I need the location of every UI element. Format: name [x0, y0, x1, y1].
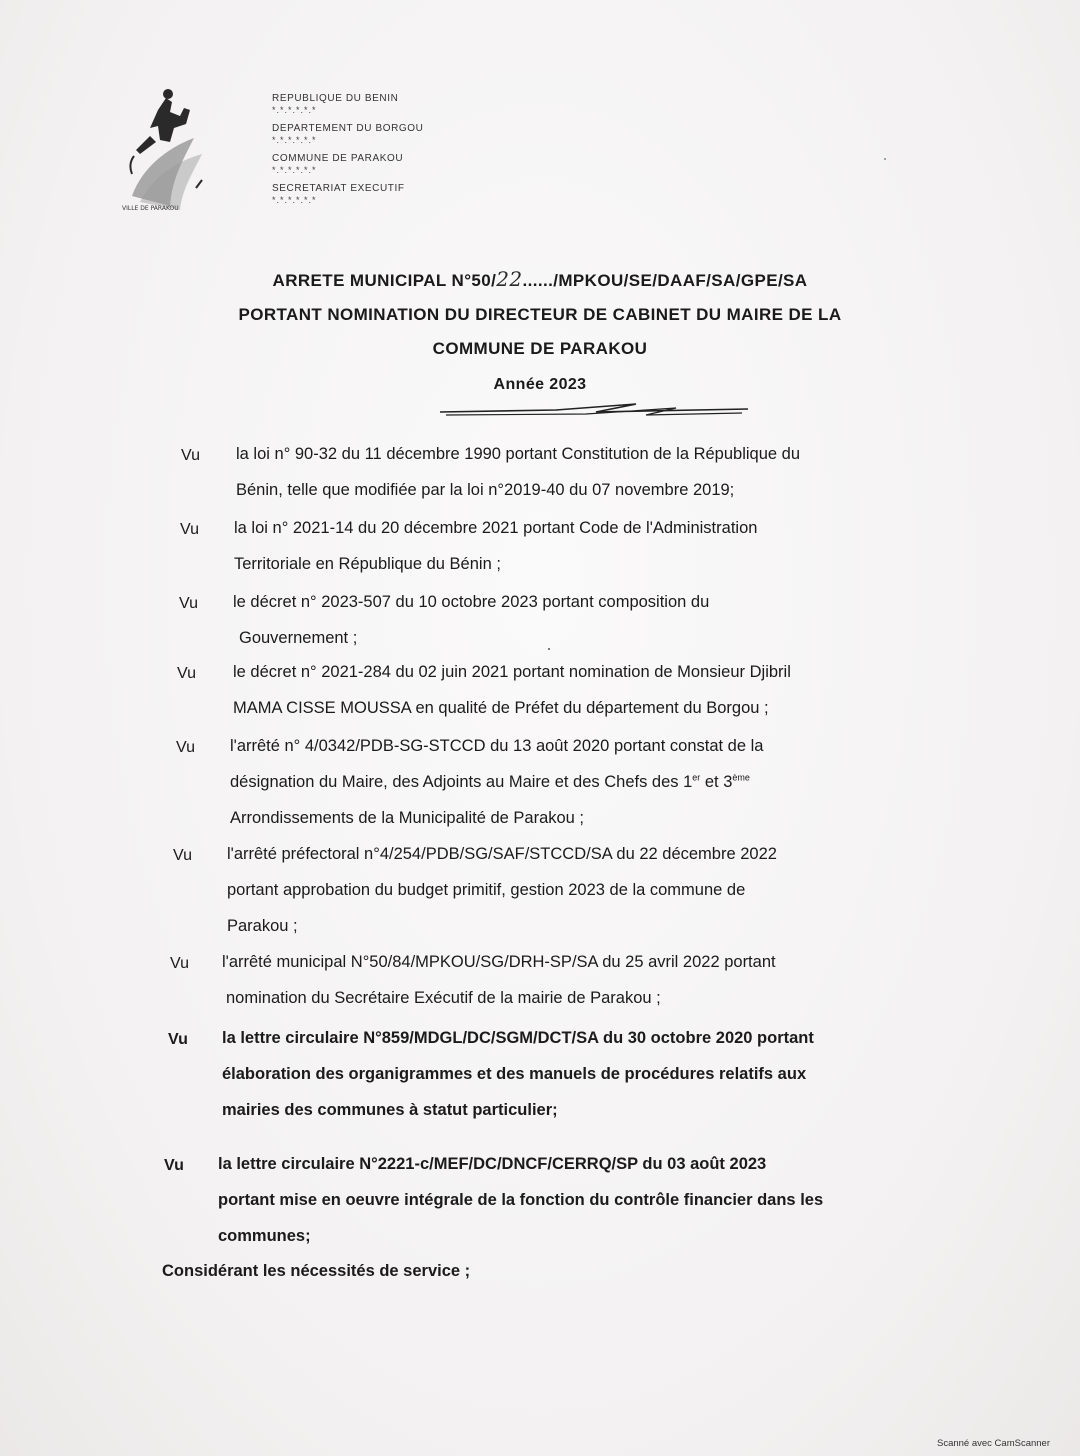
clause-line: Parakou ; [227, 917, 298, 935]
clause-line: MAMA CISSE MOUSSA en qualité de Préfet du département du Borgou ; [233, 699, 769, 717]
clause-line: mairies des communes à statut particulier; [222, 1101, 558, 1119]
scanner-watermark: Scanné avec CamScanner [936, 1438, 1050, 1449]
clause-line: portant approbation du budget primitif, gestion 2023 de la commune de [227, 881, 746, 899]
header-separator: *.*.*.*.*.* [272, 105, 317, 115]
clause-label: Vu [179, 595, 198, 612]
decree-title [0, 262, 1080, 402]
decree-suffix: MPKOU/SE/DAAF/SA/GPE/SA [558, 271, 808, 290]
clause-line: la lettre circulaire N°859/MDGL/DC/SGM/DCT/SA du 30 octobre 2020 portant [222, 1029, 814, 1047]
parakou-horseman-emblem-icon [112, 78, 216, 218]
decree-commune-line: COMMUNE DE PARAKOU [432, 339, 648, 358]
decree-dots: ....../ [522, 271, 559, 290]
clause-label: Vu [181, 447, 200, 464]
clause-line: nomination du Secrétaire Exécutif de la mairie de Parakou ; [226, 989, 661, 1007]
title-decorative-rule [436, 400, 752, 424]
clause-line: élaboration des organigrammes et des manuels de procédures relatifs aux [222, 1065, 807, 1083]
decree-year: Année 2023 [493, 376, 587, 393]
clause-line: l'arrêté municipal N°50/84/MPKOU/SG/DRH-SP/SA du 25 avril 2022 portant [222, 953, 776, 971]
administrative-header [272, 92, 424, 212]
handwritten-number: 22 [496, 267, 523, 291]
clause-label: Vu [170, 955, 189, 972]
clause-line: le décret n° 2021-284 du 02 juin 2021 portant nomination de Monsieur Djibril [233, 663, 791, 681]
header-separator: *.*.*.*.*.* [272, 165, 317, 175]
decree-prefix: ARRETE MUNICIPAL N°50/ [272, 271, 497, 290]
clause-line: Territoriale en République du Bénin ; [234, 555, 501, 573]
clause-line: la lettre circulaire N°2221-c/MEF/DC/DNCF/CERRQ/SP du 03 août 2023 [218, 1155, 767, 1173]
clause-line: communes; [218, 1227, 311, 1245]
header-department: DEPARTEMENT DU BORGOU [272, 123, 424, 134]
header-secretariat: SECRETARIAT EXECUTIF [272, 183, 405, 194]
clause-line: Arrondissements de la Municipalité de Parakou ; [230, 809, 585, 827]
clause-line: l'arrêté préfectoral n°4/254/PDB/SG/SAF/STCCD/SA du 22 décembre 2022 [227, 845, 777, 863]
clause-line: l'arrêté n° 4/0342/PDB-SG-STCCD du 13 août 2020 portant constat de la [230, 737, 764, 755]
scan-speck [548, 648, 550, 650]
header-republic: REPUBLIQUE DU BENIN [272, 93, 399, 104]
header-separator: *.*.*.*.*.* [272, 135, 317, 145]
decree-subject-line: PORTANT NOMINATION DU DIRECTEUR DE CABINET DU MAIRE DE LA [238, 305, 842, 324]
clause-line: désignation du Maire, des Adjoints au Maire et des Chefs des 1er et 3ème [230, 772, 750, 791]
clause-label: Vu [173, 847, 192, 864]
clause-line: portant mise en oeuvre intégrale de la fonction du contrôle financier dans les [218, 1191, 824, 1209]
clause-line: Bénin, telle que modifiée par la loi n°2019-40 du 07 novembre 2019; [236, 481, 735, 499]
clause-line: la loi n° 90-32 du 11 décembre 1990 portant Constitution de la République du [236, 445, 801, 463]
clause-label: Vu [176, 739, 195, 756]
header-commune: COMMUNE DE PARAKOU [272, 153, 404, 164]
clause-label: Vu [180, 521, 199, 538]
scan-speck [884, 158, 886, 160]
clause-line: le décret n° 2023-507 du 10 octobre 2023 portant composition du [233, 593, 710, 611]
logo-caption: VILLE DE PARAKOU [122, 205, 179, 212]
clause-line: la loi n° 2021-14 du 20 décembre 2021 portant Code de l'Administration [234, 519, 758, 537]
decree-number-line [0, 262, 1080, 298]
clause-label: Vu [168, 1031, 188, 1048]
clause-label: Vu [177, 665, 196, 682]
header-separator: *.*.*.*.*.* [272, 195, 317, 205]
clause-line: Gouvernement ; [239, 629, 358, 647]
clause-label: Vu [164, 1157, 184, 1174]
considerant-line: Considérant les nécessités de service ; [162, 1262, 471, 1280]
